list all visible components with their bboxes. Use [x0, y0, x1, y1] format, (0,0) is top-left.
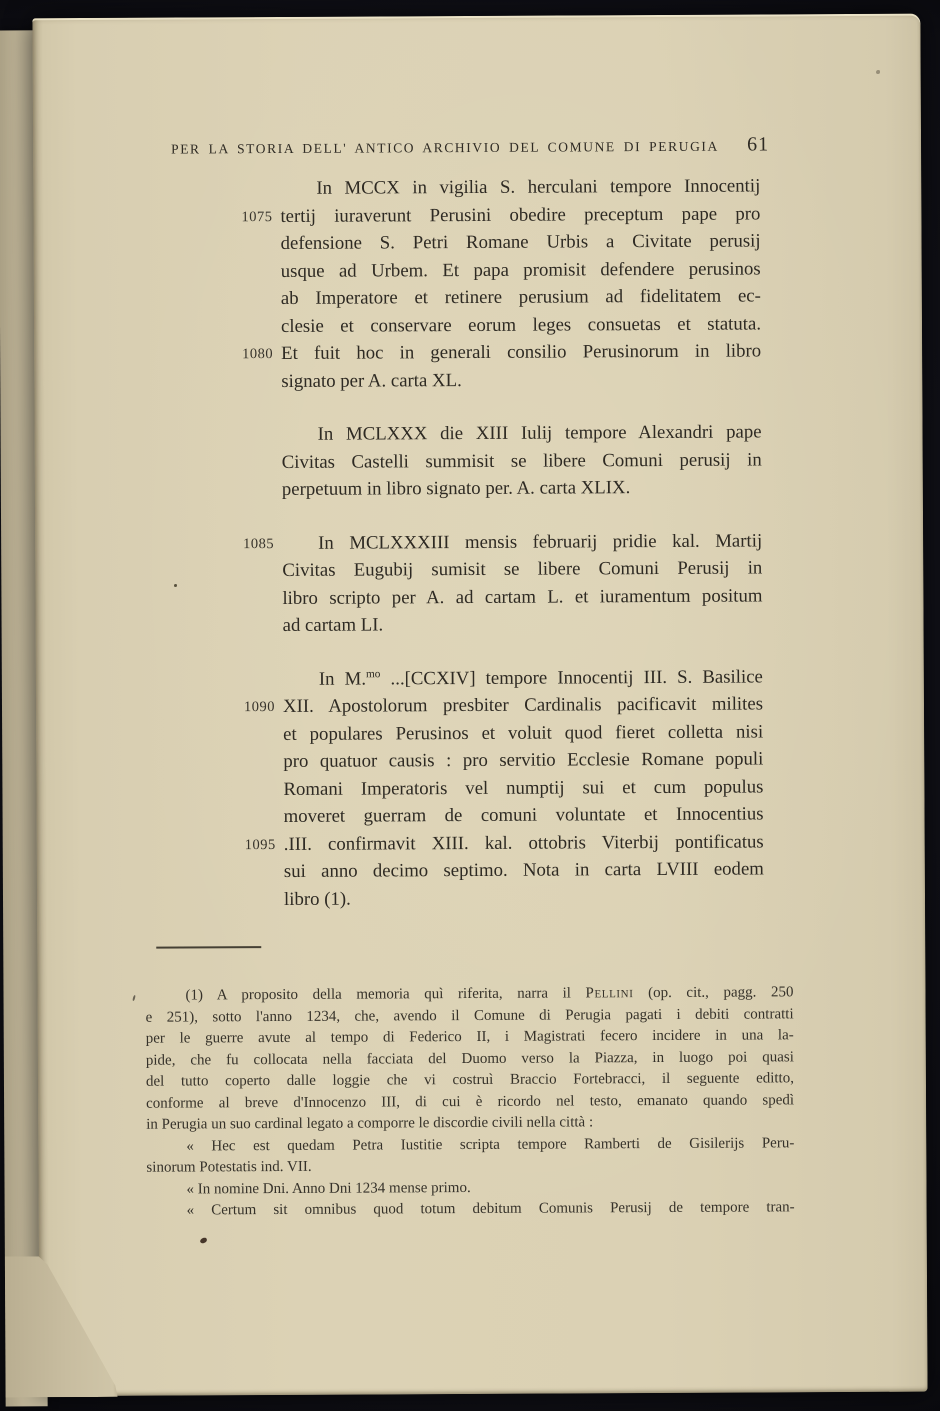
text-segment: ...[CCXIV] tempore Innocentij III. S. Basilice [380, 665, 763, 689]
text-line [283, 773, 763, 803]
text-line [243, 527, 763, 557]
line-text: In MCLXXXIII mensis februarij pridie kal. Martij [318, 529, 763, 554]
main-text [241, 172, 764, 939]
page-header [171, 133, 769, 159]
line-text: « Certum sit omnibus quod totum debitum Comunis Perusij de tempore tran- [186, 1199, 795, 1219]
text-line [281, 255, 761, 285]
line-text: Romani Imperatoris vel numptij sui et cum populus [283, 775, 764, 800]
ink-speck [174, 584, 177, 587]
paragraph [243, 527, 763, 640]
margin-line-number: 1080 [242, 346, 274, 363]
margin-line-number: 1090 [243, 699, 276, 716]
line-text: pro quatuor causis : pro servitio Ecclesie Romane populi [283, 748, 764, 772]
line-text: Et fuit hoc in generali consilio Perusinorum in libro [281, 340, 762, 364]
line-text: signato per A. carta XL. [281, 369, 462, 392]
footnote-separator [156, 946, 261, 948]
text-line [283, 745, 763, 775]
line-text: « In nomine Dni. Anno Dni 1234 mense primo. [186, 1179, 471, 1197]
superscript-text: mo [365, 667, 381, 680]
line-text: pide, che fu collocata nella facciata del Duomo verso la Piazza, in luogo poi quasi [145, 1048, 794, 1069]
line-text: et populares Perusinos et voluit quod fieret colletta nisi [283, 720, 764, 745]
line-text: In MCCX in vigilia S. herculani tempore Innocentij [316, 175, 761, 199]
line-text: Civitas Eugubij sumisit se libere Comuni Perusij in [282, 557, 763, 581]
text-line [280, 172, 760, 202]
line-text: « Hec est quedam Petra Iustitie scripta tempore Ramberti de Gisilerijs Peru- [186, 1134, 795, 1154]
line-text [283, 663, 763, 693]
margin-line-number: 1085 [243, 535, 275, 552]
line-text: conforme al breve d'Innocenzo III, di cui è ricordo nel testo, emanato quando spedì [146, 1091, 795, 1112]
text-line [283, 609, 763, 639]
text-line [282, 554, 762, 584]
line-text: ab Imperatore et retinere perusium ad fidelitatem ec- [280, 285, 761, 309]
text-line [284, 855, 764, 885]
line-text: sinorum Potestatis ind. VII. [146, 1158, 312, 1176]
text-line [283, 663, 763, 693]
book-page [32, 14, 927, 1397]
text-line [281, 282, 761, 312]
line-text: e 251), sotto l'anno 1234, che, avendo il Comune di Perugia pagati i debiti contratti [145, 1005, 794, 1026]
text-line [282, 473, 762, 503]
line-text: tertij iuraverunt Perusini obedire preceptum pape pro [280, 202, 761, 227]
text-line [242, 337, 762, 367]
line-text: moveret guerram de comuni voluntate et Innocentius [283, 803, 764, 827]
text-line [241, 200, 761, 230]
text-line [281, 227, 761, 257]
paragraph [241, 172, 762, 395]
text-segment: In M. [318, 668, 367, 690]
text-line [281, 365, 761, 395]
line-text: In MCLXXX die XIII Iulij tempore Alexandri pape [317, 421, 762, 445]
line-text: Civitas Castelli summisit se libere Comuni perusij in [281, 448, 762, 473]
line-text: in Perugia un suo cardinal legato a comporre le discordie civili nella città : [146, 1114, 594, 1133]
text-line [243, 690, 764, 720]
margin-line-number: 1075 [241, 208, 273, 225]
text-line [282, 446, 762, 476]
line-text: clesie et conservare eorum leges consuetas et statuta. [280, 312, 762, 337]
text-line [282, 418, 762, 448]
line-text: del tutto coperto dalle loggie che vi costruì Braccio Fortebracci, il seguente editto, [145, 1070, 794, 1090]
footnote [145, 982, 794, 1222]
line-text: usque ad Urbem. Et papa promisit defendere perusinos [280, 257, 761, 282]
line-text: ad cartam LI. [282, 614, 384, 636]
text-segment: (1) A proposito della memoria quì riferita, narra il [185, 985, 586, 1004]
paragraph [282, 418, 762, 503]
line-text: defensione S. Petri Romane Urbis a Civitate perusij [280, 230, 761, 254]
page-number: 61 [747, 133, 770, 156]
paragraph [243, 663, 764, 913]
smallcaps-name: Pellini [585, 985, 634, 1002]
text-line [284, 883, 764, 913]
line-text: libro scripto per A. ad cartam L. et iuramentum positum [282, 584, 763, 609]
text-line [244, 828, 764, 858]
line-text: perpetuum in libro signato per. A. carta XLIX. [281, 477, 631, 500]
text-line [147, 1197, 795, 1222]
text-line [284, 800, 764, 830]
line-text: .III. confirmavit XIII. kal. ottobris Viterbij pontificatus [283, 830, 764, 855]
margin-line-number: 1095 [244, 836, 276, 853]
running-title: PER LA STORIA DELL' ANTICO ARCHIVIO DEL COMUNE DI PERUGIA [171, 138, 719, 157]
text-line [283, 718, 763, 748]
line-text: XII. Apostolorum presbiter Cardinalis pacificavit milites [282, 693, 764, 717]
line-text: sui anno decimo septimo. Nota in carta LVIII eodem [283, 858, 764, 882]
ink-speck [876, 70, 880, 74]
line-text: libro (1). [283, 888, 351, 910]
text-line [281, 310, 761, 340]
text-line [282, 582, 762, 612]
line-text: per le guerre avute al tempo di Federico II, i Magistrati fecero incidere in una la- [145, 1027, 794, 1047]
text-segment: (op. cit., pagg. 250 [633, 984, 794, 1002]
